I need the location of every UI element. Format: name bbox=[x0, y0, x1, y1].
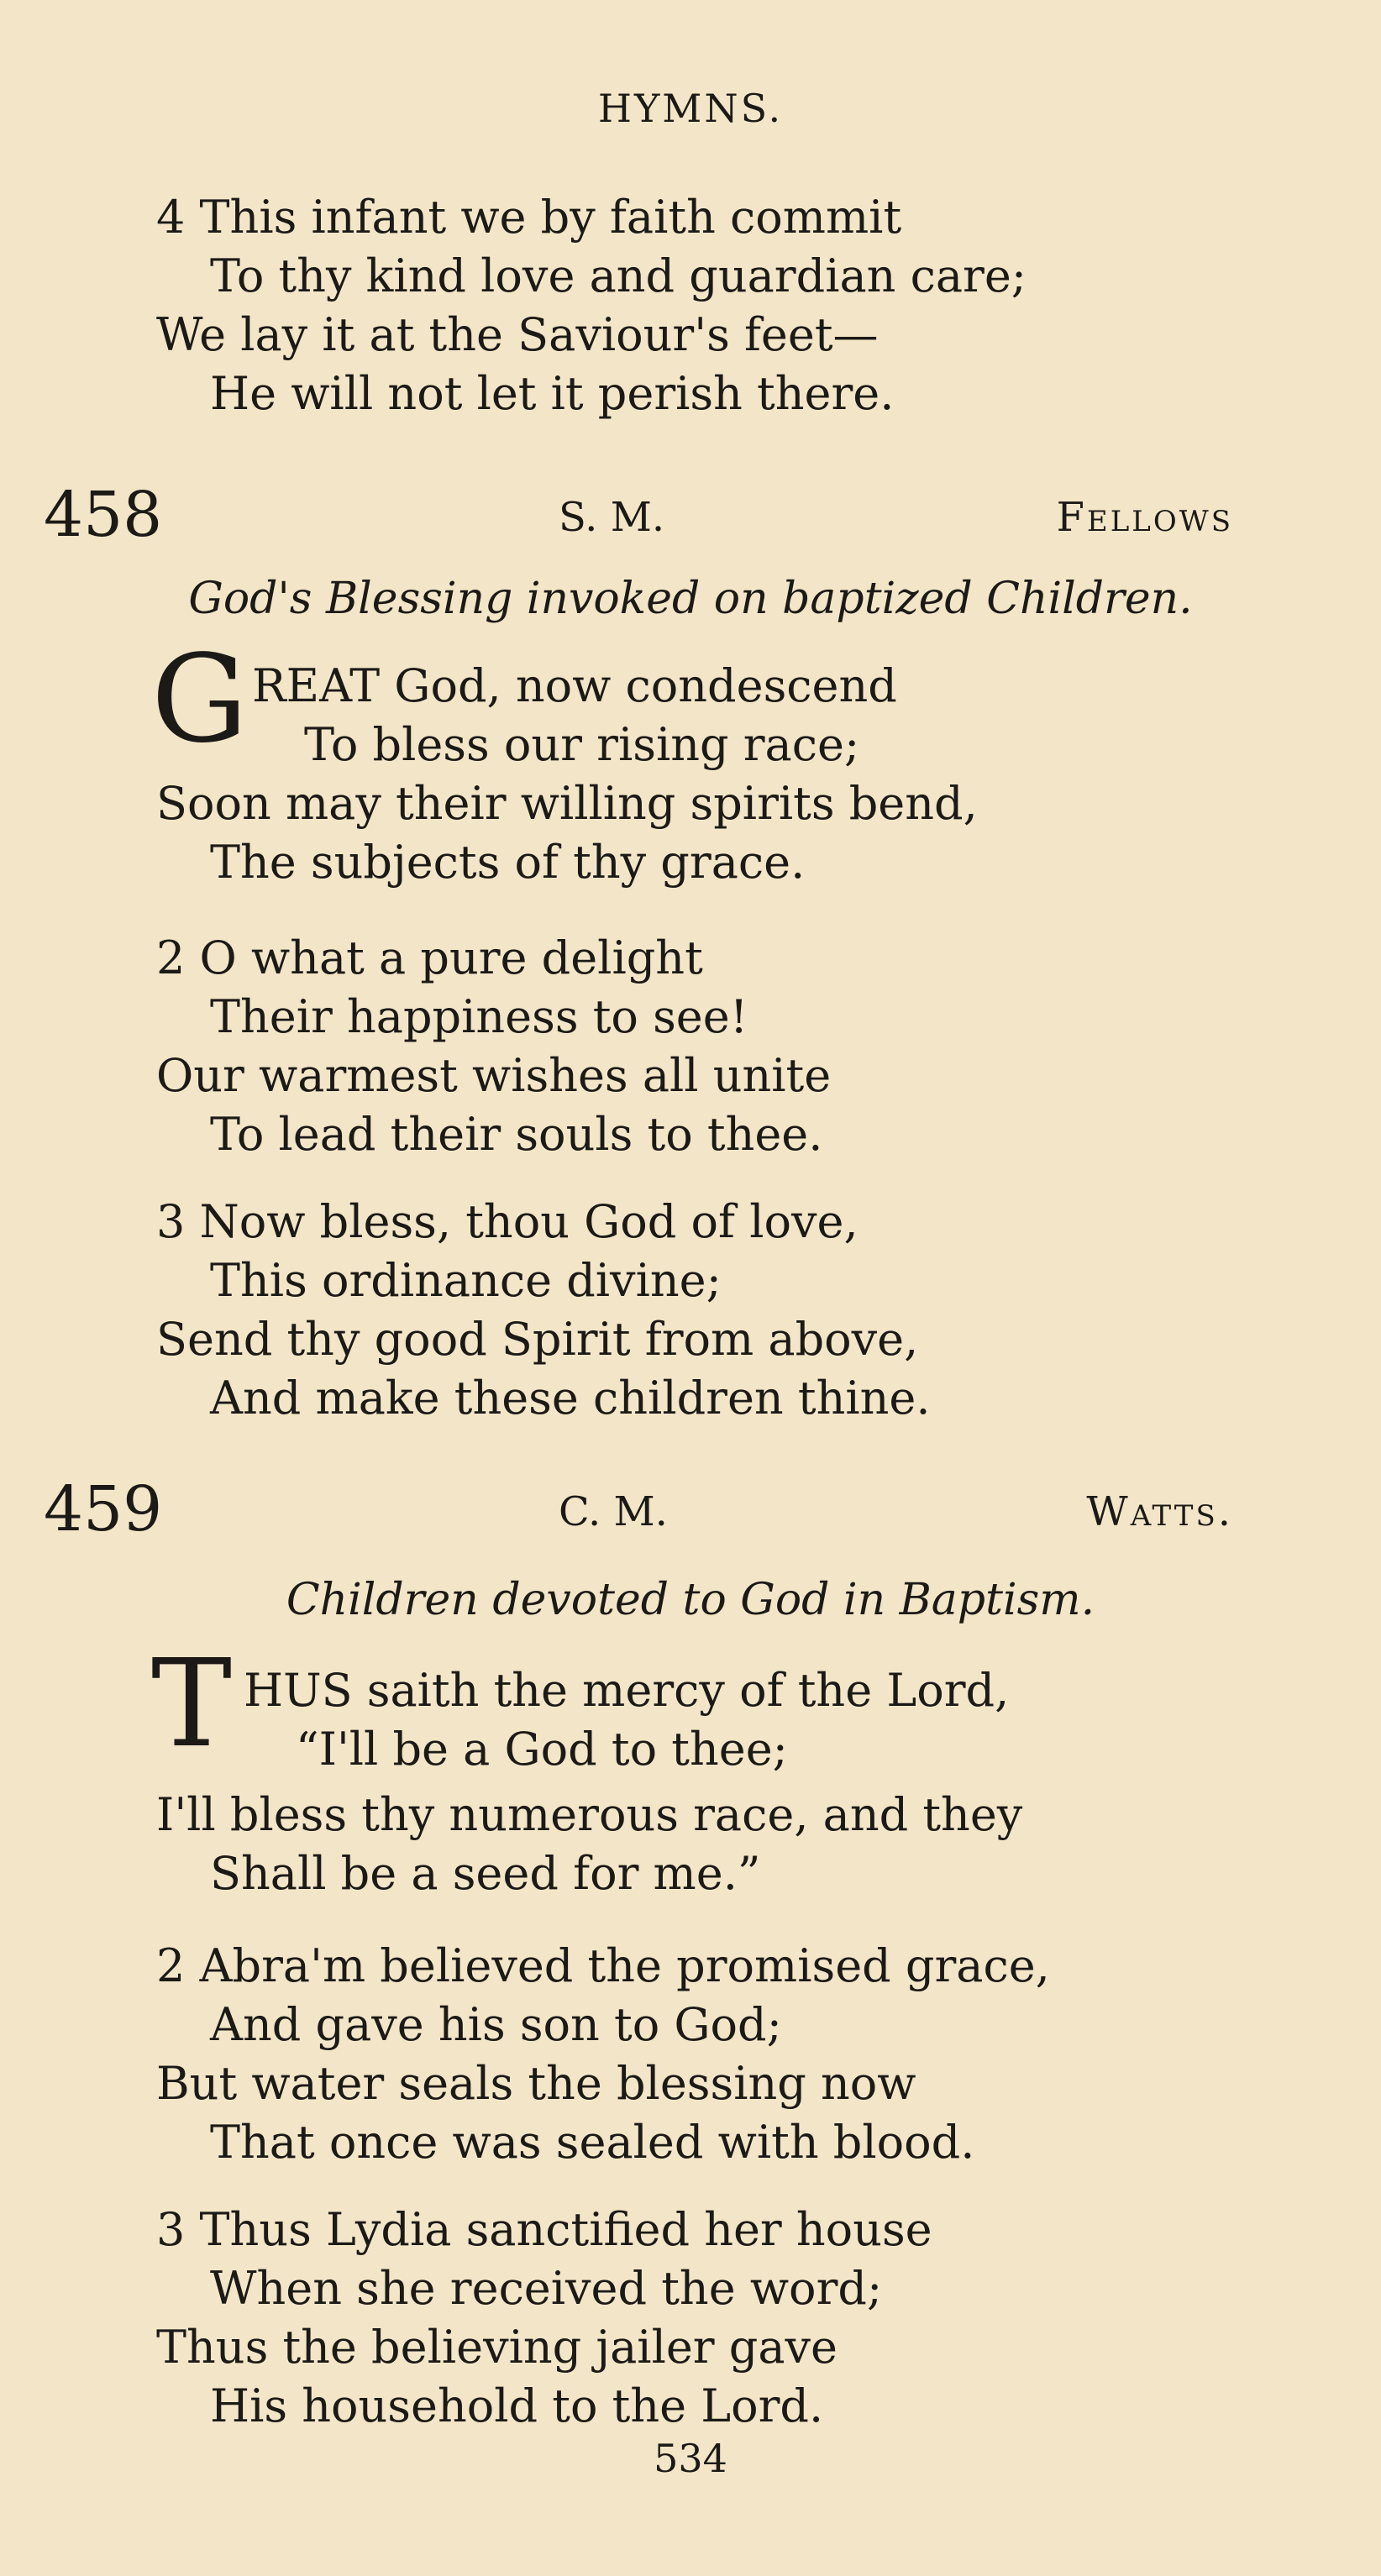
hymn-459-subtitle: Children devoted to God in Baptism. bbox=[286, 1575, 1095, 1625]
hymn-458-stanza1-line3: Soon may their willing spirits bend, bbox=[156, 777, 978, 830]
hymn-459-stanza1-line3: I'll bless thy numerous race, and they bbox=[156, 1788, 1023, 1841]
hymn-459-number: 459 bbox=[44, 1473, 163, 1545]
carryover-line-4: He will not let it perish there. bbox=[210, 367, 895, 420]
hymn-458-stanza2-line3: Our warmest wishes all unite bbox=[156, 1049, 832, 1102]
hymn-459-stanza3-line1: 3 Thus Lydia sanctified her house bbox=[156, 2203, 932, 2256]
hymn-459-tune: Watts. bbox=[1086, 1488, 1233, 1535]
hymn-458-stanza3-line2: This ordinance divine; bbox=[210, 1254, 722, 1307]
hymn-458-stanza1-line2: To bless our rising race; bbox=[304, 718, 860, 771]
hymn-459-stanza2-line2: And gave his son to God; bbox=[210, 1998, 782, 2051]
carryover-line-2: To thy kind love and guardian care; bbox=[210, 249, 1027, 302]
hymn-458-stanza3-line4: And make these children thine. bbox=[210, 1372, 931, 1424]
hymn-459-stanza1-line2: “I'll be a God to thee; bbox=[296, 1723, 788, 1776]
hymn-458-stanza2-line4: To lead their souls to thee. bbox=[210, 1108, 823, 1161]
hymn-459-stanza2-line1: 2 Abra'm believed the promised grace, bbox=[156, 1939, 1050, 1992]
hymn-459-stanza2-line3: But water seals the blessing now bbox=[156, 2057, 916, 2110]
hymn-459-header bbox=[0, 1472, 1381, 1547]
hymn-458-stanza1-line4: The subjects of thy grace. bbox=[210, 836, 806, 889]
hymn-458-dropcap: G bbox=[151, 628, 249, 769]
page-number: 534 bbox=[654, 2436, 727, 2481]
hymn-459-stanza1-line4: Shall be a seed for me.” bbox=[210, 1847, 761, 1900]
hymn-459-stanza3-line2: When she received the word; bbox=[210, 2262, 883, 2315]
hymn-458-tune: Fellows bbox=[1056, 494, 1233, 541]
hymn-459-meter: C. M. bbox=[559, 1488, 668, 1535]
carryover-line-1: 4 This infant we by faith commit bbox=[156, 191, 902, 244]
running-head: HYMNS. bbox=[597, 86, 784, 131]
hymn-458-stanza1-line1: REAT God, now condescend bbox=[252, 659, 897, 712]
hymn-458-stanza3-line3: Send thy good Spirit from above, bbox=[156, 1313, 919, 1366]
hymn-458-stanza2-line1: 2 O what a pure delight bbox=[156, 931, 703, 984]
hymn-458-stanza2-line2: Their happiness to see! bbox=[210, 990, 748, 1043]
hymn-459-stanza3-line3: Thus the believing jailer gave bbox=[156, 2321, 838, 2374]
hymn-459-stanza3-line4: His household to the Lord. bbox=[210, 2379, 824, 2432]
hymn-459-stanza2-line4: That once was sealed with blood. bbox=[210, 2116, 975, 2169]
hymn-458-header bbox=[0, 477, 1381, 553]
carryover-line-3: We lay it at the Saviour's feet— bbox=[156, 308, 879, 361]
hymn-458-meter: S. M. bbox=[559, 494, 665, 541]
hymn-458-subtitle: God's Blessing invoked on baptized Children. bbox=[188, 574, 1193, 624]
hymn-459-stanza1-line1: HUS saith the mercy of the Lord, bbox=[244, 1664, 1010, 1717]
hymn-458-number: 458 bbox=[44, 479, 163, 551]
hymn-458-stanza3-line1: 3 Now bless, thou God of love, bbox=[156, 1195, 859, 1248]
hymn-459-dropcap: T bbox=[151, 1633, 233, 1774]
